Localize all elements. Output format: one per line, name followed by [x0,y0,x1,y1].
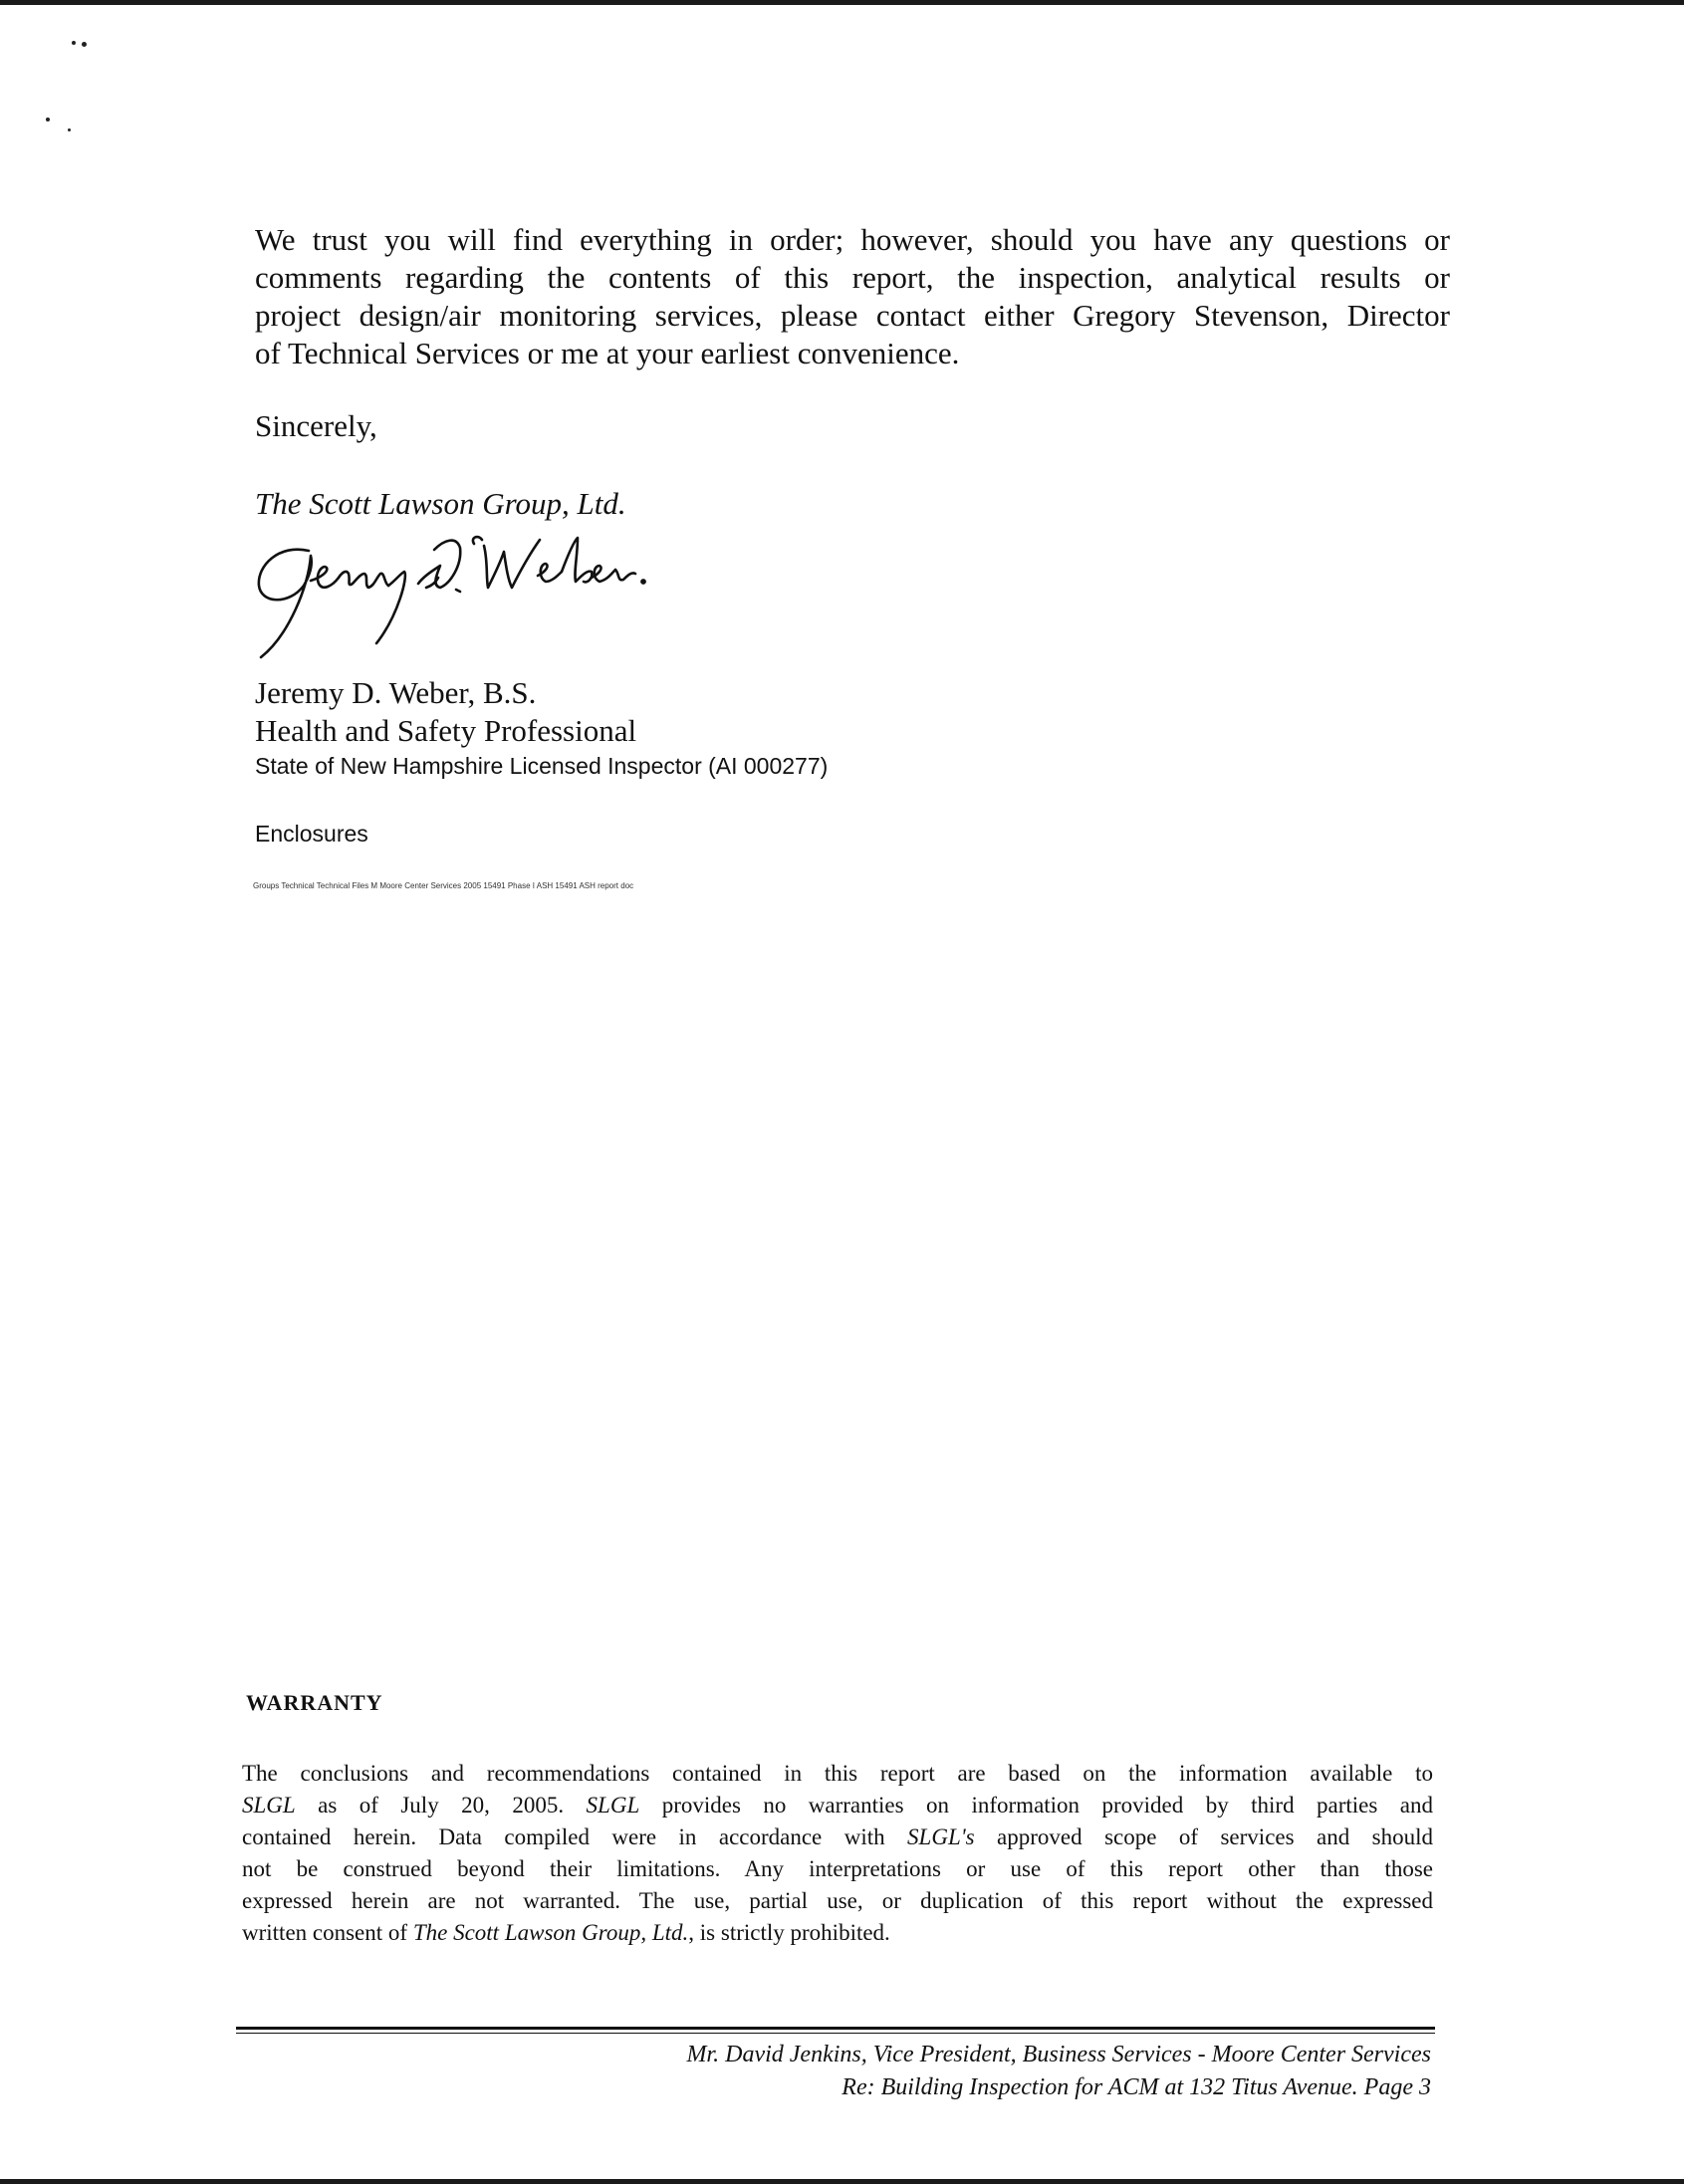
company-name: The Scott Lawson Group, Ltd. [255,486,626,521]
scan-speck [82,42,87,47]
footer-rule-thin [236,2033,1435,2034]
signer-license: State of New Hampshire Licensed Inspector (AI 000277) [255,753,829,779]
footer-rule [236,2027,1435,2030]
warranty-line: not be construed beyond their limitations. Any interpretations or use of this report other than those [242,1856,1433,1881]
body-line: of Technical Services or me at your earliest convenience. [255,336,960,370]
warranty-line: written consent of The Scott Lawson Group, Ltd., is strictly prohibited. [242,1920,890,1945]
file-path-reference: Groups Technical Technical Files M Moore Center Services 2005 15491 Phase I ASH 15491 ASH report doc [253,881,634,890]
body-line: We trust you will find everything in order; however, should you have any questions or [255,222,1450,257]
enclosures-label: Enclosures [255,821,368,847]
handwritten-signature [249,526,687,665]
footer-subject-page: Re: Building Inspection for ACM at 132 Titus Avenue. Page 3 [842,2074,1431,2100]
warranty-line: The conclusions and recommendations contained in this report are based on the information available to [242,1761,1433,1786]
scan-edge-bottom [0,2179,1684,2184]
warranty-text [242,1758,1433,1949]
signer-title: Health and Safety Professional [255,713,637,748]
warranty-heading: WARRANTY [246,1690,383,1715]
letter-body [255,221,1450,372]
scan-edge-top [0,0,1684,5]
body-line: project design/air monitoring services, please contact either Gregory Stevenson, Director [255,298,1450,333]
scan-speck [72,41,76,45]
signer-name: Jeremy D. Weber, B.S. [255,675,537,710]
closing: Sincerely, [255,408,377,443]
warranty-line: expressed herein are not warranted. The use, partial use, or duplication of this report without the expressed [242,1888,1433,1913]
footer-recipient: Mr. David Jenkins, Vice President, Business Services - Moore Center Services [686,2042,1431,2067]
scan-speck [68,128,71,131]
warranty-line: SLGL as of July 20, 2005. SLGL provides no warranties on information provided by third parties and [242,1793,1433,1818]
scan-speck [46,118,50,121]
body-line: comments regarding the contents of this report, the inspection, analytical results or [255,260,1450,295]
warranty-line: contained herein. Data compiled were in accordance with SLGL's approved scope of services and should [242,1824,1433,1849]
